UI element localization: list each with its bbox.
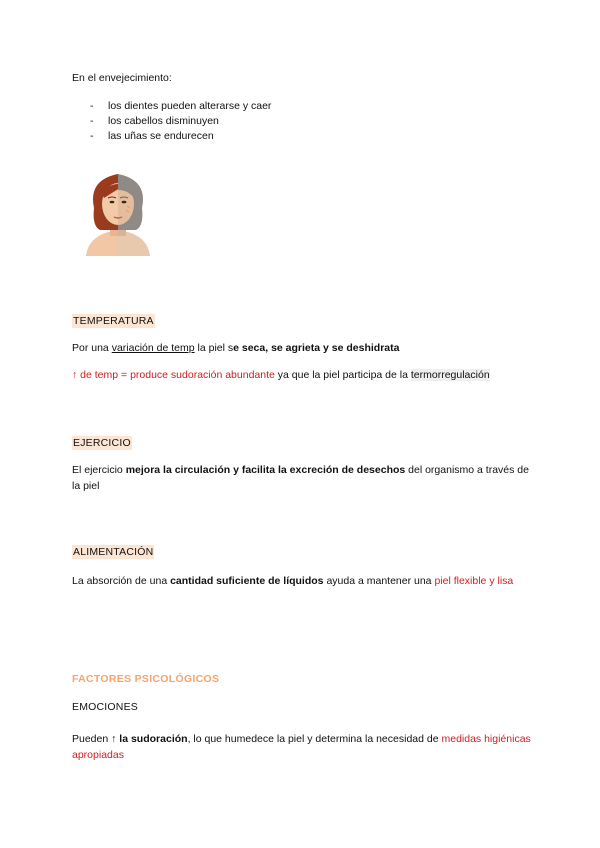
emociones-paragraph: Pueden ↑ la sudoración, lo que humedece la piel y determina la necesidad de medidas higiénicas apropiadas — [72, 733, 531, 761]
aging-intro: En el envejecimiento: — [72, 72, 172, 84]
temperature-variation-phrase: variación de temp — [111, 342, 195, 354]
list-item-text: las uñas se endurecen — [108, 130, 214, 142]
young-old-face-illustration — [74, 168, 162, 258]
temperatura-paragraph-1: Por una variación de temp la piel se seca, se agrieta y se deshidrata — [72, 342, 400, 354]
ejercicio-heading: EJERCICIO — [73, 437, 131, 449]
list-bullet: - — [90, 130, 94, 142]
aging-list — [90, 99, 271, 144]
emociones-subheading: EMOCIONES — [72, 701, 138, 713]
alimentacion-heading: ALIMENTACIÓN — [73, 546, 154, 558]
temperatura-paragraph-2: ↑ de temp = produce sudoración abundante ya que la piel participa de la termorregulación — [72, 369, 490, 381]
list-bullet: - — [90, 100, 94, 112]
ejercicio-paragraph: El ejercicio mejora la circulación y facilita la excreción de desechos del organismo a través de la piel — [72, 464, 529, 492]
list-item-text: los cabellos disminuyen — [108, 115, 219, 127]
list-item — [90, 129, 271, 144]
temperatura-heading: TEMPERATURA — [73, 315, 154, 327]
list-bullet: - — [90, 115, 94, 127]
factores-psicologicos-heading: FACTORES PSICOLÓGICOS — [72, 673, 220, 685]
list-item — [90, 99, 271, 114]
list-item-text: los dientes pueden alterarse y caer — [108, 100, 272, 112]
list-item — [90, 114, 271, 129]
alimentacion-paragraph: La absorción de una cantidad suficiente de líquidos ayuda a mantener una piel flexible y lisa — [72, 575, 514, 587]
